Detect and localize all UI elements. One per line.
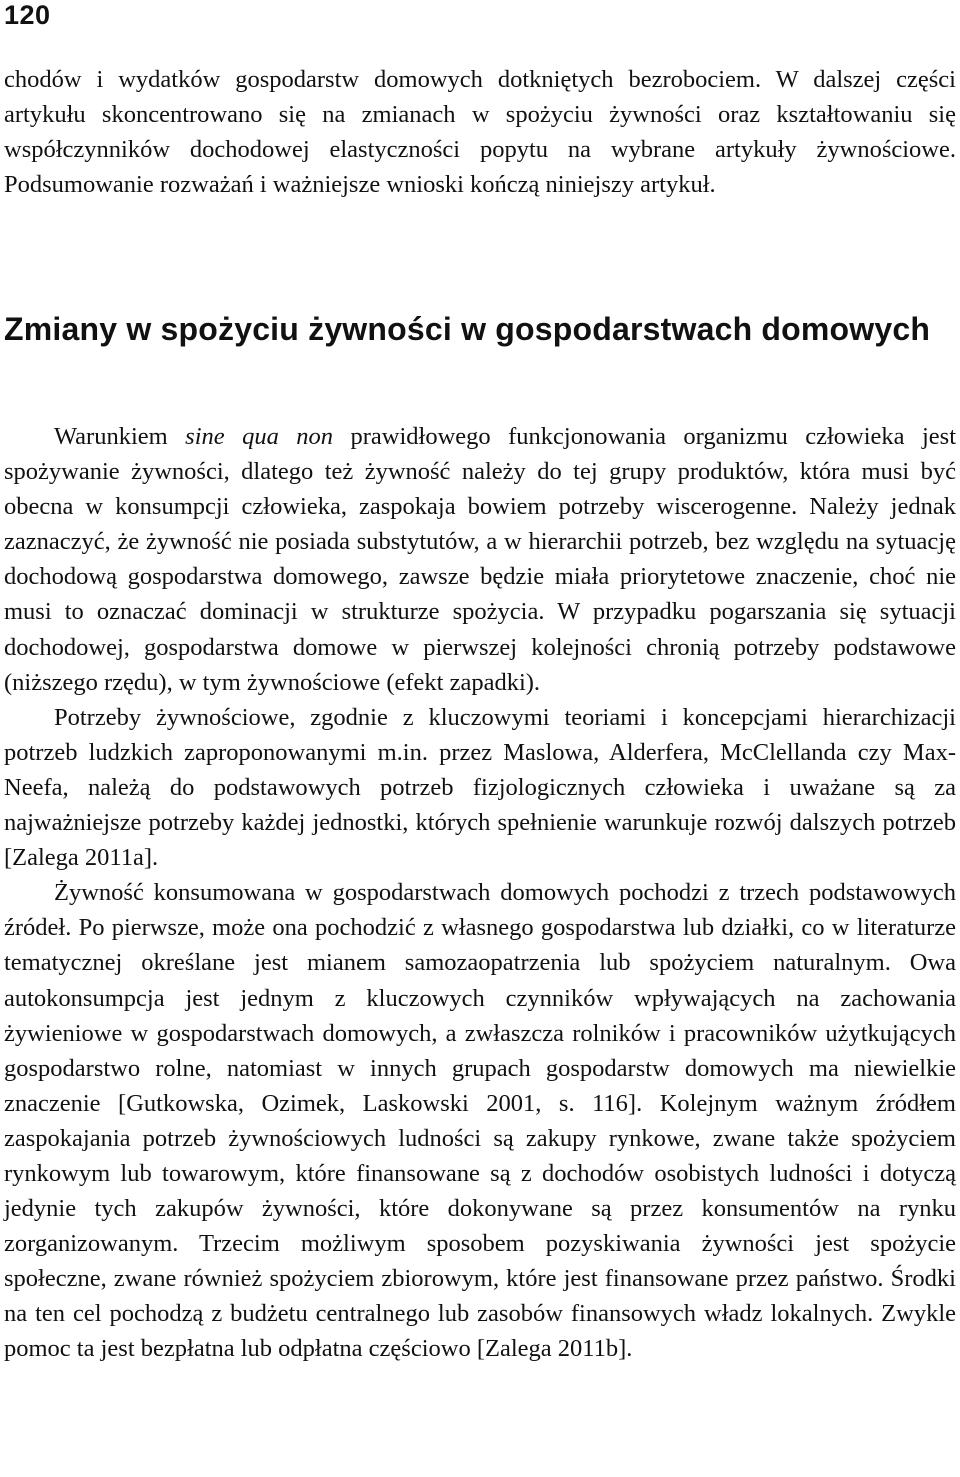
- page-number: 120: [4, 0, 51, 30]
- paragraph-1-lead: Warunkiem: [54, 423, 186, 450]
- body-paragraph-2: Potrzeby żywnościowe, zgodnie z kluczowymi teoriami i koncepcjami hierarchizacji potrzeb ludzkich zaproponowanymi m.in. przez Maslowa, Alderfera, McClellanda czy Max-Neefa, należą do podstawowych potrzeb fizjologicznych człowieka i uważane są za najważniejsze potrzeby każdej jednostki, których spełnienie warunkuje rozwój dalszych potrzeb [Zalega 2011a].: [4, 703, 956, 872]
- paragraph-1-rest: prawidłowego funkcjonowania organizmu człowieka jest spożywanie żywności, dlatego też żywność należy do tej grupy produktów, która musi być obecna w konsumpcji człowieka, zaspokaja bowiem potrzeby wiscerogenne. Należy jednak zaznaczyć, że żywność nie posiada substytutów, a w hierarchii potrzeb, bez względu na sytuację dochodową gospodarstwa domowego, zawsze będzie miała priorytetowe znaczenie, choć nie musi to oznaczać dominacji w strukturze spożycia. W przypadku pogarszania się sytuacji dochodowej, gospodarstwa domowe w pierwszej kolejności chronią potrzeby podstawowe (niższego rzędu), w tym żywnościowe (efekt zapadki).: [4, 423, 957, 696]
- section-body: [4, 419, 956, 1367]
- body-paragraph-3: Żywność konsumowana w gospodarstwach domowych pochodzi z trzech podstawowych źródeł. Po pierwsze, może ona pochodzić z własnego gospodarstwa lub działki, co w literaturze tematycznej określane jest mianem samozaopatrzenia lub spożyciem naturalnym. Owa autokonsumpcja jest jednym z kluczowych czynników wpływających na zachowania żywieniowe w gospodarstwach domowych, a zwłaszcza rolników i pracowników użytkujących gospodarstwo rolne, natomiast w innych grupach gospodarstw domowych ma niewielkie znaczenie [Gutkowska, Ozimek, Laskowski 2001, s. 116]. Kolejnym ważnym źródłem zaspokajania potrzeb żywnościowych ludności są zakupy rynkowe, zwane także spożyciem rynkowym lub towarowym, które finansowane są z dochodów osobistych ludności i dotyczą jedynie tych zakupów żywności, które dokonywane są przez konsumentów na rynku zorganizowanym. Trzecim możliwym sposobem pozyskiwania żywności jest spożycie społeczne, zwane również spożyciem zbiorowym, które jest finansowane przez państwo. Środki na ten cel pochodzą z budżetu centralnego lub zasobów finansowych władz lokalnych. Zwykle pomoc ta jest bezpłatna lub odpłatna częściowo [Zalega 2011b].: [4, 879, 956, 1363]
- section-heading: Zmiany w spożyciu żywności w gospodarstwach domowych: [4, 311, 931, 347]
- body-paragraph-1: [4, 419, 956, 700]
- latin-phrase: sine qua non: [185, 423, 334, 450]
- intro-text-block: [4, 62, 956, 202]
- intro-paragraph: chodów i wydatków gospodarstw domowych dotkniętych bezrobociem. W dalszej części artykułu skoncentrowano się na zmianach w spożyciu żywności oraz kształtowaniu się współczynników dochodowej elastyczności popytu na wybrane artykuły żywnościowe. Podsumowanie rozważań i ważniejsze wnioski kończą niniejszy artykuł.: [4, 66, 956, 199]
